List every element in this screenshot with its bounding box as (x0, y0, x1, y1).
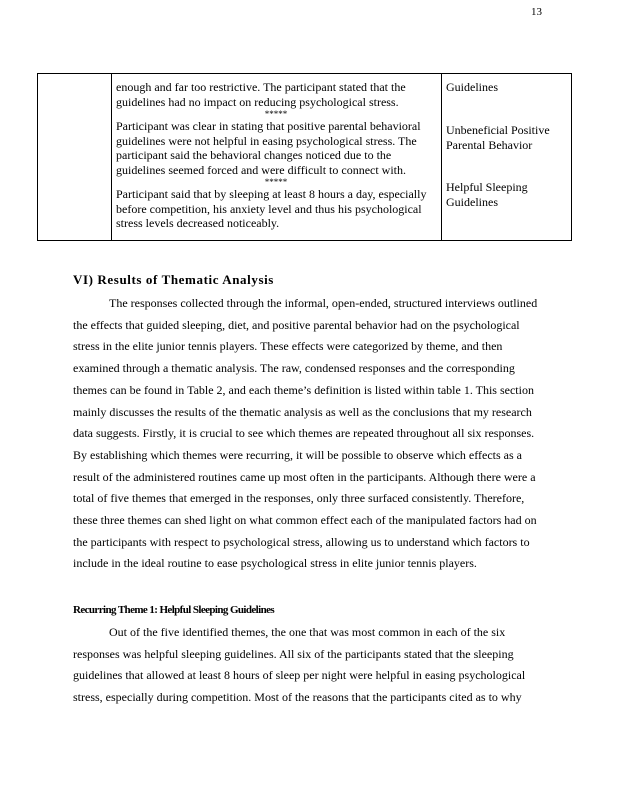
paragraph: Out of the five identified themes, the one that was most common in each of the six responses was helpful sleeping guidelines. All six of the participants stated that the sleeping guidelines that allowed at least 8 hours of sleep per night were helpful in easing psychological stress, especially during competition. Most of the reasons that the participants cited as to why (73, 625, 526, 705)
response-separator: ***** (264, 109, 288, 119)
response-text: Participant said that by sleeping at least 8 hours a day, especially before competition, his anxiety level and thus his psychological stress levels decreased noticeably. (116, 187, 427, 230)
paragraph: The responses collected through the informal, open-ended, structured interviews outlined the effects that guided sleeping, diet, and positive parental behavior had on the psychological stress in the elite junior tennis players. These effects were categorized by theme, and then examined through a thematic analysis. The raw, condensed responses and the corresponding themes can be found in Table 2, and each theme’s definition is listed within table 1. This section mainly discusses the results of the thematic analysis as well as the conclusions that my research data suggests. Firstly, it is crucial to see which themes are repeated throughout all six responses. By establishing which themes were recurring, it will be possible to observe which effects as a result of the administered routines came up most often in the participants. Although there were a total of five themes that emerged in the responses, only three surfaced consistently. Therefore, these three themes can shed light on what common effect each of the manipulated factors had on the participants with respect to psychological stress, allowing us to understand which factors to include in the ideal routine to ease psychological stress in elite junior tennis players. (73, 296, 538, 571)
section-body (73, 293, 539, 575)
theme-label: Unbeneficial Positive Parental Behavior (446, 123, 550, 152)
page-number: 13 (531, 6, 542, 18)
subsection-heading: Recurring Theme 1: Helpful Sleeping Guidelines (73, 604, 275, 616)
response-text: enough and far too restrictive. The participant stated that the guidelines had no impact on reducing psychological stress. (116, 80, 406, 109)
responses-table (37, 73, 572, 241)
response-separator: ***** (264, 177, 288, 187)
section-heading: VI) Results of Thematic Analysis (73, 272, 274, 287)
response-text: Participant was clear in stating that positive parental behavioral guidelines were not helpful in easing psychological stress. The participant said the behavioral changes noticed due to the guidelines seemed forced and were difficult to connect with. (116, 119, 421, 177)
subsection-body (73, 622, 539, 709)
theme-label: Guidelines (446, 80, 498, 94)
participant-column (38, 74, 112, 240)
response-column (112, 74, 442, 240)
theme-column (442, 74, 571, 240)
theme-label: Helpful Sleeping Guidelines (446, 180, 528, 209)
